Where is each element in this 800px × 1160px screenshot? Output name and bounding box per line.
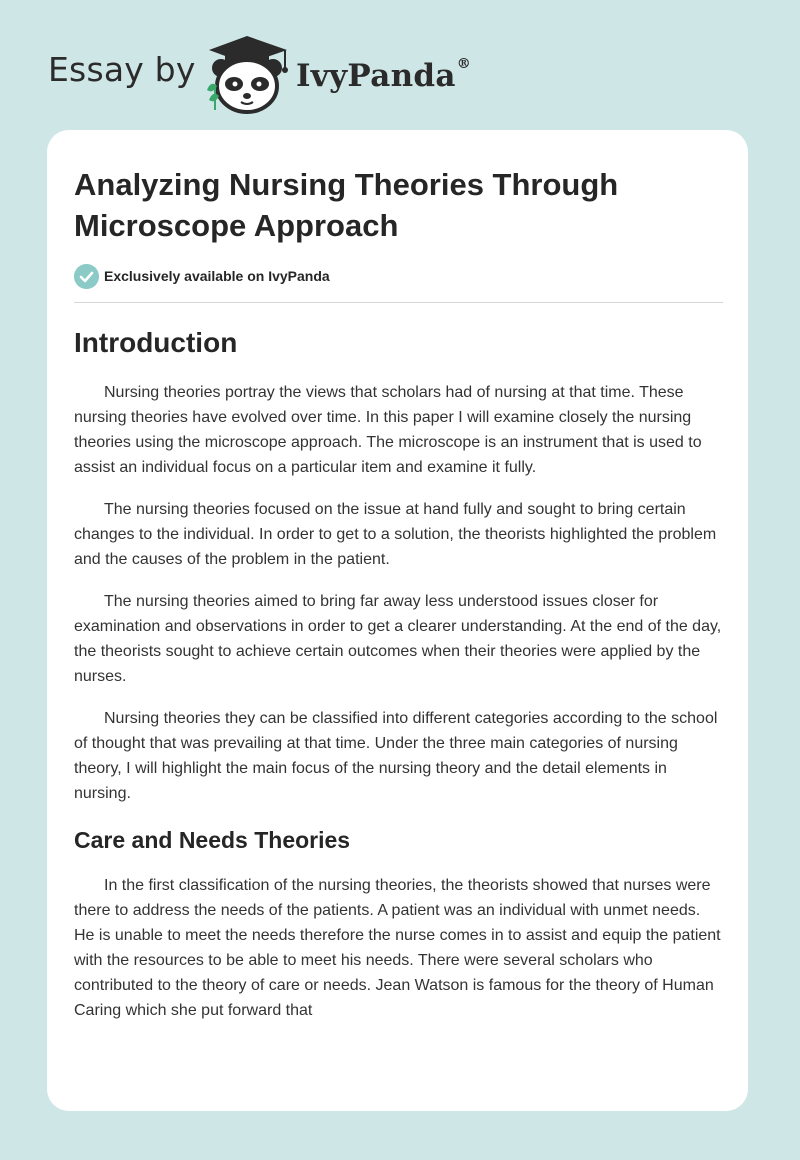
- paragraph: In the first classification of the nursing theories, the theorists showed that nurses were there to address the needs of the patients. A patient was an individual with unmet needs. He is unable to meet the needs therefore the nurse comes in to assist and equip the patient with the resources to be able to meet his needs. There were several scholars who contributed to the theory of care or needs. Jean Watson is famous for the theory of Human Caring which she put forward that: [74, 877, 721, 1019]
- exclusive-badge: [74, 263, 330, 289]
- brand-name[interactable]: [296, 56, 471, 94]
- exclusive-label: Exclusively available on IvyPanda: [104, 268, 330, 284]
- registered-mark: ®: [456, 56, 472, 72]
- essay-body: [74, 326, 723, 1023]
- essay-by-label: Essay by: [48, 50, 196, 89]
- paragraph: The nursing theories focused on the issue at hand fully and sought to bring certain changes to the individual. In order to get to a solution, the theorists highlighted the problem and the causes of the problem in the patient.: [74, 501, 717, 568]
- paragraph: Nursing theories they can be classified into different categories according to the school of thought that was prevailing at that time. Under the three main categories of nursing theory, I will highlight the main focus of the nursing theory and the detail elements in nursing.: [74, 710, 718, 802]
- section-heading-introduction: Introduction: [74, 327, 238, 358]
- site-header: [48, 28, 548, 118]
- title-divider: [74, 302, 723, 303]
- panda-graduation-cap-icon[interactable]: [201, 34, 293, 114]
- brand-text: IvyPanda: [296, 58, 456, 94]
- check-icon: [74, 264, 99, 289]
- section-heading-care-needs: Care and Needs Theories: [74, 827, 351, 853]
- paragraph: Nursing theories portray the views that scholars had of nursing at that time. These nursing theories have evolved over time. In this paper I will examine closely the nursing theories using the microscope approach. The microscope is an instrument that is used to assist an individual focus on a particular item and examine it fully.: [74, 384, 702, 476]
- page-title: Analyzing Nursing Theories Through Microscope Approach: [74, 167, 619, 243]
- paragraph: The nursing theories aimed to bring far away less understood issues closer for examination and observations in order to get a clearer understanding. At the end of the day, the theorists sought to achieve certain outcomes when their theories were applied by the nurses.: [74, 593, 722, 685]
- essay-card: [47, 130, 748, 1111]
